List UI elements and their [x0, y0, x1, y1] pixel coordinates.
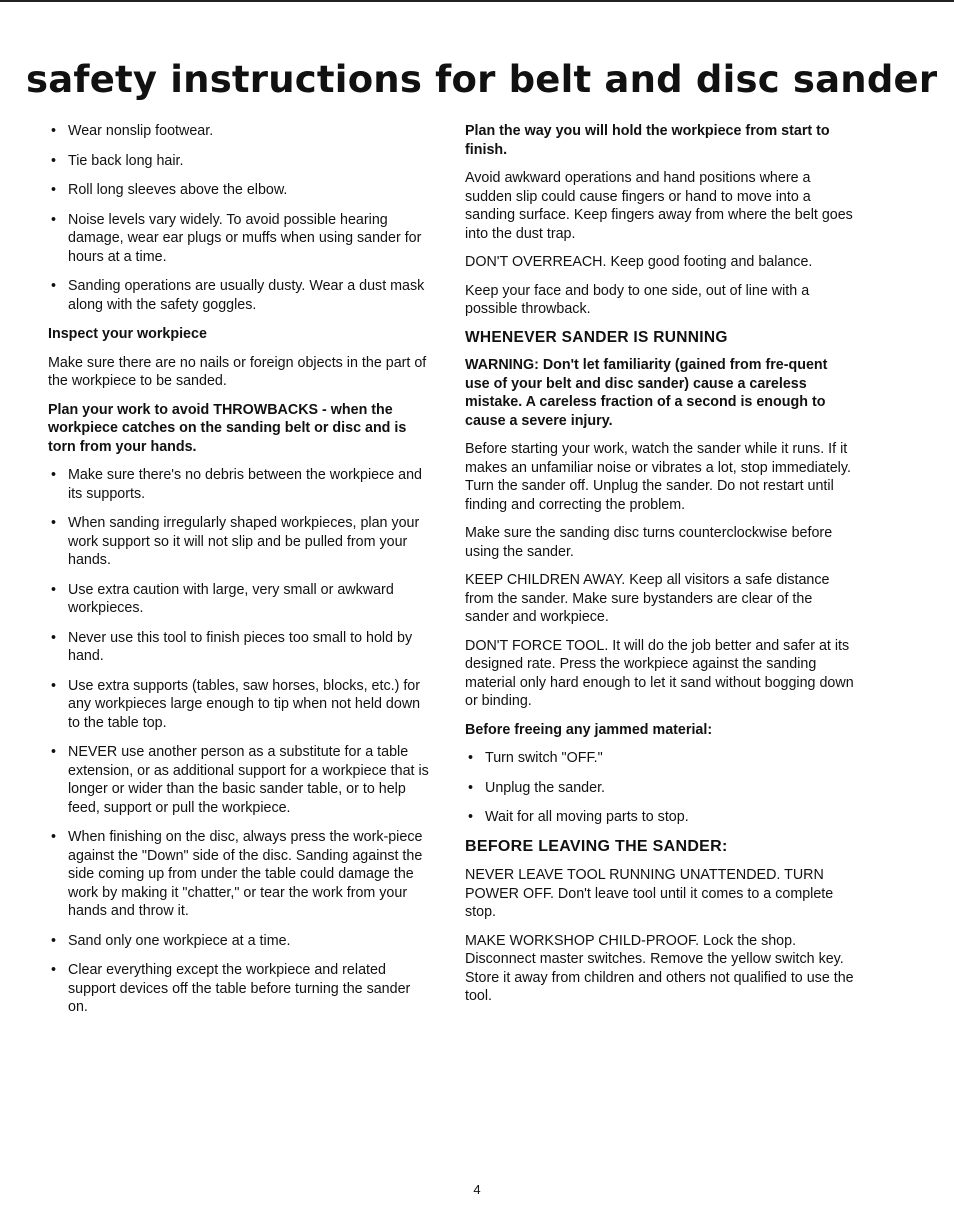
list-item: • Turn switch "OFF.": [465, 749, 855, 768]
page-number: 4: [473, 1182, 481, 1197]
plan-paragraph: DON'T OVERREACH. Keep good footing and balance.: [465, 254, 813, 270]
list-item: • NEVER use another person as a substitute for a table extension, or as additional support for a workpiece that is longer or wider than the basic sander table, or to help feed, support or pull the workpiece.: [48, 743, 432, 817]
list-item: • Make sure there's no debris between the workpiece and its supports.: [48, 466, 432, 503]
bullet-list-jammed: [465, 749, 855, 827]
list-item: • Noise levels vary widely. To avoid possible hearing damage, wear ear plugs or muffs when using sander for hours at a time.: [48, 211, 432, 267]
list-item: • Use extra caution with large, very small or awkward workpieces.: [48, 581, 432, 618]
running-paragraph: KEEP CHILDREN AWAY. Keep all visitors a safe distance from the sander. Make sure bystanders are clear of the sander and workpiece.: [465, 572, 830, 625]
running-paragraph: Before starting your work, watch the sander while it runs. If it makes an unfamiliar noise or vibrates a lot, stop immediately. Turn the sander off. Unplug the sander. Do not restart until finding and correcting the problem.: [465, 441, 851, 513]
list-item: • Tie back long hair.: [48, 152, 432, 171]
running-paragraph: DON'T FORCE TOOL. It will do the job better and safer at its designed rate. Press the workpiece against the sanding material only hard enough to let it sand without bogging down or binding.: [465, 637, 854, 709]
list-item: • Never use this tool to finish pieces too small to hold by hand.: [48, 629, 432, 666]
list-item: • Roll long sleeves above the elbow.: [48, 181, 432, 200]
plan-heading: Plan the way you will hold the workpiece from start to finish.: [465, 123, 830, 158]
list-item: • Sand only one workpiece at a time.: [48, 932, 432, 951]
jammed-heading: Before freeing any jammed material:: [465, 721, 713, 738]
throwbacks-heading: Plan your work to avoid THROWBACKS - when the workpiece catches on the sanding belt or disc and is torn from your hands.: [48, 401, 407, 455]
leaving-paragraph: NEVER LEAVE TOOL RUNNING UNATTENDED. TURN POWER OFF. Don't leave tool until it comes to a complete stop.: [465, 867, 834, 920]
right-column: [465, 122, 855, 1016]
top-rule: [0, 0, 954, 2]
plan-paragraph: Keep your face and body to one side, out of line with a possible throwback.: [465, 282, 810, 317]
list-item: • Sanding operations are usually dusty. Wear a dust mask along with the safety goggles.: [48, 277, 432, 314]
list-item: • Unplug the sander.: [465, 779, 855, 798]
list-item: • When finishing on the disc, always press the work-piece against the "Down" side of the disc. Sanding against the side coming up from under the table could damage the work by making it "chatter," or tear the work from your hands and throw it.: [48, 828, 432, 921]
bullet-list-throwbacks: [48, 466, 432, 1017]
list-item: • Wear nonslip footwear.: [48, 122, 432, 141]
left-column: [48, 122, 432, 1028]
list-item: • Use extra supports (tables, saw horses, blocks, etc.) for any workpieces large enough to tip when not held down to the table top.: [48, 677, 432, 733]
leaving-heading: BEFORE LEAVING THE SANDER:: [465, 837, 728, 855]
page-title: safety instructions for belt and disc sander: [26, 58, 938, 101]
inspect-heading: Inspect your workpiece: [48, 326, 207, 342]
running-heading: WHENEVER SANDER IS RUNNING: [465, 328, 728, 346]
inspect-text: Make sure there are no nails or foreign objects in the part of the workpiece to be sanded.: [48, 354, 427, 389]
leaving-paragraph: MAKE WORKSHOP CHILD-PROOF. Lock the shop. Disconnect master switches. Remove the yellow switch key. Store it away from children and others not qualified to use the tool.: [465, 932, 854, 1004]
bullet-list-attire: [48, 122, 432, 314]
list-item: • When sanding irregularly shaped workpieces, plan your work support so it will not slip and be pulled from your hands.: [48, 514, 432, 570]
list-item: • Clear everything except the workpiece and related support devices off the table before turning the sander on.: [48, 961, 432, 1017]
warning-text: WARNING: Don't let familiarity (gained from fre-quent use of your belt and disc sander) cause a careless mistake. A careless fraction of a second is enough to cause a severe injury.: [465, 357, 828, 429]
running-paragraph: Make sure the sanding disc turns counterclockwise before using the sander.: [465, 525, 833, 560]
list-item: • Wait for all moving parts to stop.: [465, 808, 855, 827]
plan-paragraph: Avoid awkward operations and hand positions where a sudden slip could cause fingers or hand to move into a sanding surface. Keep fingers away from where the belt goes into the dust trap.: [465, 170, 853, 242]
